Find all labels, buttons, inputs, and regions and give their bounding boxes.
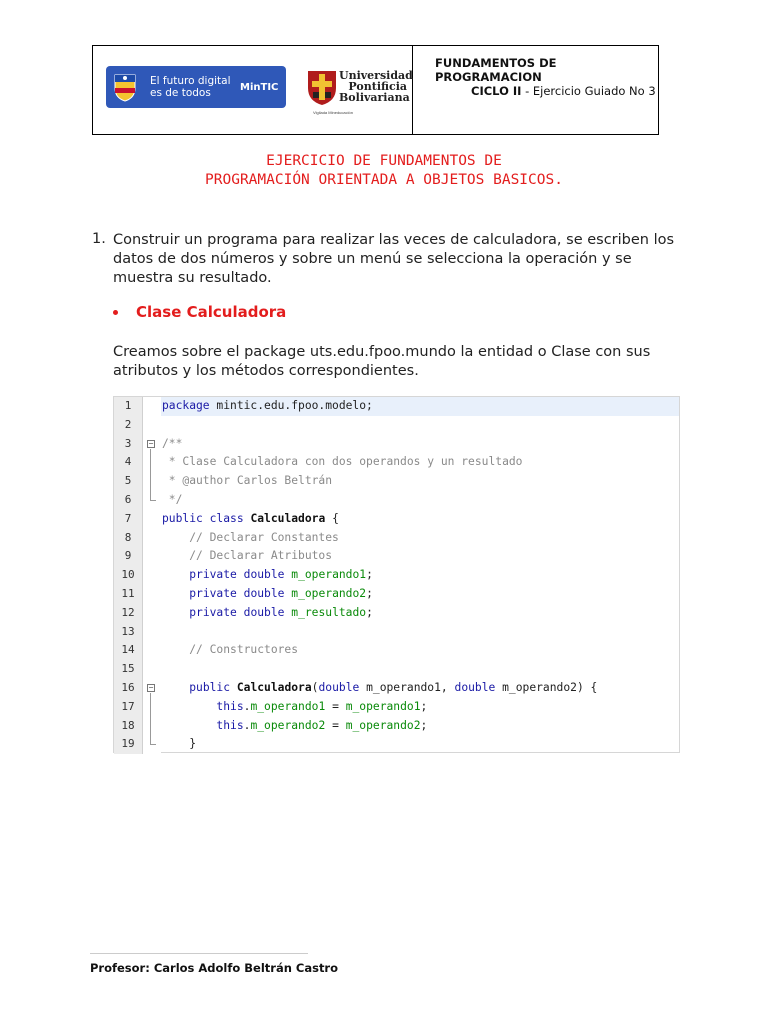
course-subtitle — [471, 84, 656, 98]
code-line — [114, 491, 679, 510]
mintic-brand: MinTIC — [240, 81, 279, 93]
item-number: 1. — [92, 231, 106, 247]
line-number: 12 — [114, 604, 143, 623]
fold-gutter — [143, 472, 161, 491]
code-line — [114, 585, 679, 604]
item-text: Construir un programa para realizar las veces de calculadora, se escriben los datos de dos números y sobre un menú se selecciona la operación y se muestra su resultado. — [113, 232, 675, 286]
fold-gutter — [143, 585, 161, 604]
fold-gutter — [143, 641, 161, 660]
univ-motto: Vigilada Mineducación — [313, 110, 353, 115]
code-line — [114, 735, 679, 754]
code-line — [114, 453, 679, 472]
code-line — [114, 472, 679, 491]
code-line — [114, 623, 679, 642]
footer-divider — [90, 953, 308, 954]
code-text: private double m_operando2; — [189, 587, 373, 600]
line-number: 11 — [114, 585, 143, 604]
fold-gutter — [143, 453, 161, 472]
line-number: 9 — [114, 547, 143, 566]
code-text: /** — [162, 436, 183, 450]
line-number: 1 — [114, 397, 143, 416]
line-number: 18 — [114, 717, 143, 736]
univ-line3: Bolivariana — [339, 91, 410, 104]
title-line2: PROGRAMACIÓN ORIENTADA A OBJETOS BASICOS. — [205, 172, 563, 188]
line-number: 14 — [114, 641, 143, 660]
fold-collapse-icon[interactable]: − — [148, 438, 154, 448]
line-number: 3 — [114, 435, 143, 454]
code-line — [114, 529, 679, 548]
fold-gutter — [143, 397, 161, 416]
code-text: public class Calculadora { — [162, 511, 339, 525]
code-text: */ — [162, 493, 183, 506]
fold-gutter — [143, 416, 161, 435]
university-name — [339, 69, 413, 104]
fold-guide-end — [150, 744, 156, 745]
fold-gutter — [143, 660, 161, 679]
code-text: // Constructores — [162, 643, 299, 657]
code-line — [114, 717, 679, 736]
fold-guide-end — [150, 500, 156, 501]
line-number: 16 — [114, 679, 143, 698]
fold-collapse-icon[interactable]: − — [148, 683, 154, 692]
footer-professor: Profesor: Carlos Adolfo Beltrán Castro — [90, 961, 339, 975]
fold-guide — [150, 449, 151, 500]
fold-gutter — [143, 604, 161, 623]
description-paragraph: Creamos sobre el package uts.edu.fpoo.mundo la entidad o Clase con sus atributos y los métodos correspondientes. — [113, 344, 651, 379]
code-text: private double m_resultado; — [189, 605, 373, 619]
titles-cell — [413, 46, 658, 134]
code-line — [114, 679, 679, 698]
code-text: // Declarar Constantes — [162, 530, 339, 544]
univ-line2: Pontificia — [348, 80, 407, 93]
code-text: // Declarar Atributos — [162, 549, 333, 563]
code-text: public Calculadora(double m_operando1, double m_operando2) { — [189, 681, 598, 694]
university-crest-icon — [305, 68, 339, 106]
line-number: 17 — [114, 698, 143, 717]
code-text: * @author Carlos Beltrán — [162, 474, 333, 488]
line-number: 5 — [114, 472, 143, 491]
document-header — [92, 45, 659, 135]
gov-logo-text: El futuro digital es de todos — [150, 75, 231, 99]
fold-gutter — [143, 529, 161, 548]
code-line — [114, 566, 679, 585]
colombia-shield-icon — [112, 72, 138, 102]
line-number: 13 — [114, 623, 143, 642]
fold-gutter — [143, 623, 161, 642]
logos-cell — [93, 46, 413, 134]
code-text: private double m_operando1; — [189, 568, 373, 582]
code-text: package mintic.edu.fpoo.modelo; — [162, 399, 373, 412]
code-text: this.m_operando2 = m_operando2; — [216, 718, 428, 732]
fold-gutter — [143, 717, 161, 736]
line-number: 10 — [114, 566, 143, 585]
fold-gutter — [143, 510, 161, 529]
bullet-icon — [113, 310, 118, 315]
code-line — [114, 510, 679, 529]
code-block — [113, 396, 680, 753]
code-text: } — [162, 737, 197, 751]
upb-logo — [305, 64, 413, 120]
code-text: * Clase Calculadora con dos operandos y un resultado — [162, 455, 523, 469]
code-line — [114, 397, 679, 416]
fold-gutter — [143, 566, 161, 585]
bullet-label: Clase Calculadora — [136, 303, 287, 321]
code-line — [114, 416, 679, 435]
line-number: 2 — [114, 416, 143, 435]
fold-gutter — [143, 698, 161, 717]
code-line — [114, 435, 679, 454]
univ-line1: Universidad — [339, 69, 413, 82]
line-number: 8 — [114, 529, 143, 548]
line-number: 7 — [114, 510, 143, 529]
line-number: 15 — [114, 660, 143, 679]
code-text: this.m_operando1 = m_operando1; — [216, 699, 428, 713]
mintic-logo — [106, 66, 286, 108]
line-number: 4 — [114, 453, 143, 472]
code-line — [114, 641, 679, 660]
document-title — [0, 152, 768, 190]
code-line — [114, 660, 679, 679]
title-line1: EJERCICIO DE FUNDAMENTOS DE — [266, 153, 502, 169]
course-title: FUNDAMENTOS DE PROGRAMACION — [435, 56, 557, 84]
line-number: 19 — [114, 735, 143, 754]
line-number: 6 — [114, 491, 143, 510]
exercise-label: - Ejercicio Guiado No 3 — [521, 84, 656, 98]
code-line — [114, 698, 679, 717]
fold-guide — [150, 693, 151, 744]
cycle-label: CICLO II — [471, 84, 522, 98]
code-line — [114, 604, 679, 623]
code-line — [114, 547, 679, 566]
fold-gutter — [143, 547, 161, 566]
